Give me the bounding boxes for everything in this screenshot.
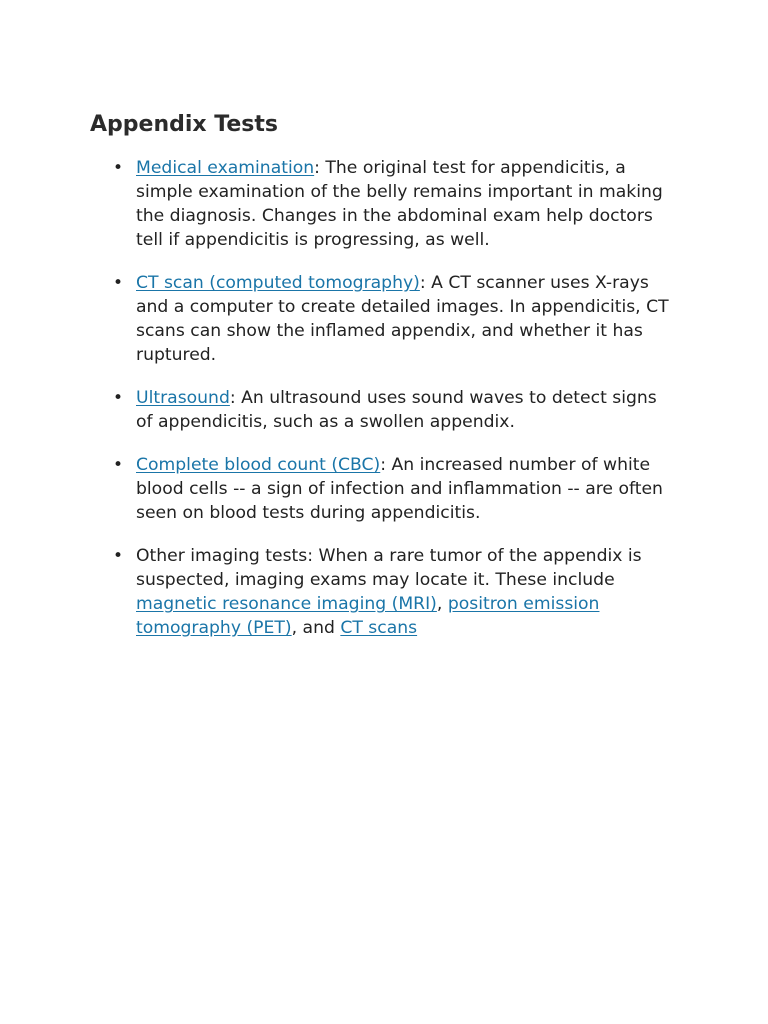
link-ultrasound[interactable]: Ultrasound: [136, 388, 230, 408]
list-item-complete-blood-count: [112, 453, 672, 525]
bullet-icon: •: [113, 546, 124, 566]
item-text: : An ultrasound uses sound waves to detect signs of appendicitis, such as a swollen appendix.: [136, 388, 657, 432]
list-item-ultrasound: [112, 386, 672, 434]
item-text: : The original test for appendicitis, a simple examination of the belly remains important in making the diagnosis. Changes in the abdominal exam help doctors tell if appendicitis is progressing, as well.: [136, 158, 663, 250]
bullet-icon: •: [113, 388, 124, 408]
item-separator: , and: [291, 618, 341, 638]
list-item-ct-scan: [112, 271, 672, 367]
bullet-icon: •: [113, 158, 124, 178]
link-complete-blood-count[interactable]: Complete blood count (CBC): [136, 455, 381, 475]
bullet-icon: •: [113, 455, 124, 475]
link-pet[interactable]: positron emission tomography (PET): [136, 594, 600, 638]
page-title: Appendix Tests: [90, 112, 278, 137]
bullet-icon: •: [113, 273, 124, 293]
item-text: : A CT scanner uses X-rays and a computer to create detailed images. In appendicitis, CT scans can show the inflamed appendix, and whether it has ruptured.: [136, 273, 669, 365]
link-ct-scan[interactable]: CT scan (computed tomography): [136, 273, 420, 293]
tests-list: [112, 156, 672, 659]
list-item-other-imaging-tests: [112, 544, 672, 640]
link-medical-examination[interactable]: Medical examination: [136, 158, 315, 178]
item-text: Other imaging tests: When a rare tumor of the appendix is suspected, imaging exams may locate it. These include: [136, 546, 642, 590]
item-text: : An increased number of white blood cells -- a sign of infection and inflammation -- are often seen on blood tests during appendicitis.: [136, 455, 663, 523]
item-separator: ,: [436, 594, 448, 614]
link-mri[interactable]: magnetic resonance imaging (MRI): [136, 594, 437, 614]
list-item-medical-examination: [112, 156, 672, 252]
link-ct-scans[interactable]: CT scans: [340, 618, 418, 638]
